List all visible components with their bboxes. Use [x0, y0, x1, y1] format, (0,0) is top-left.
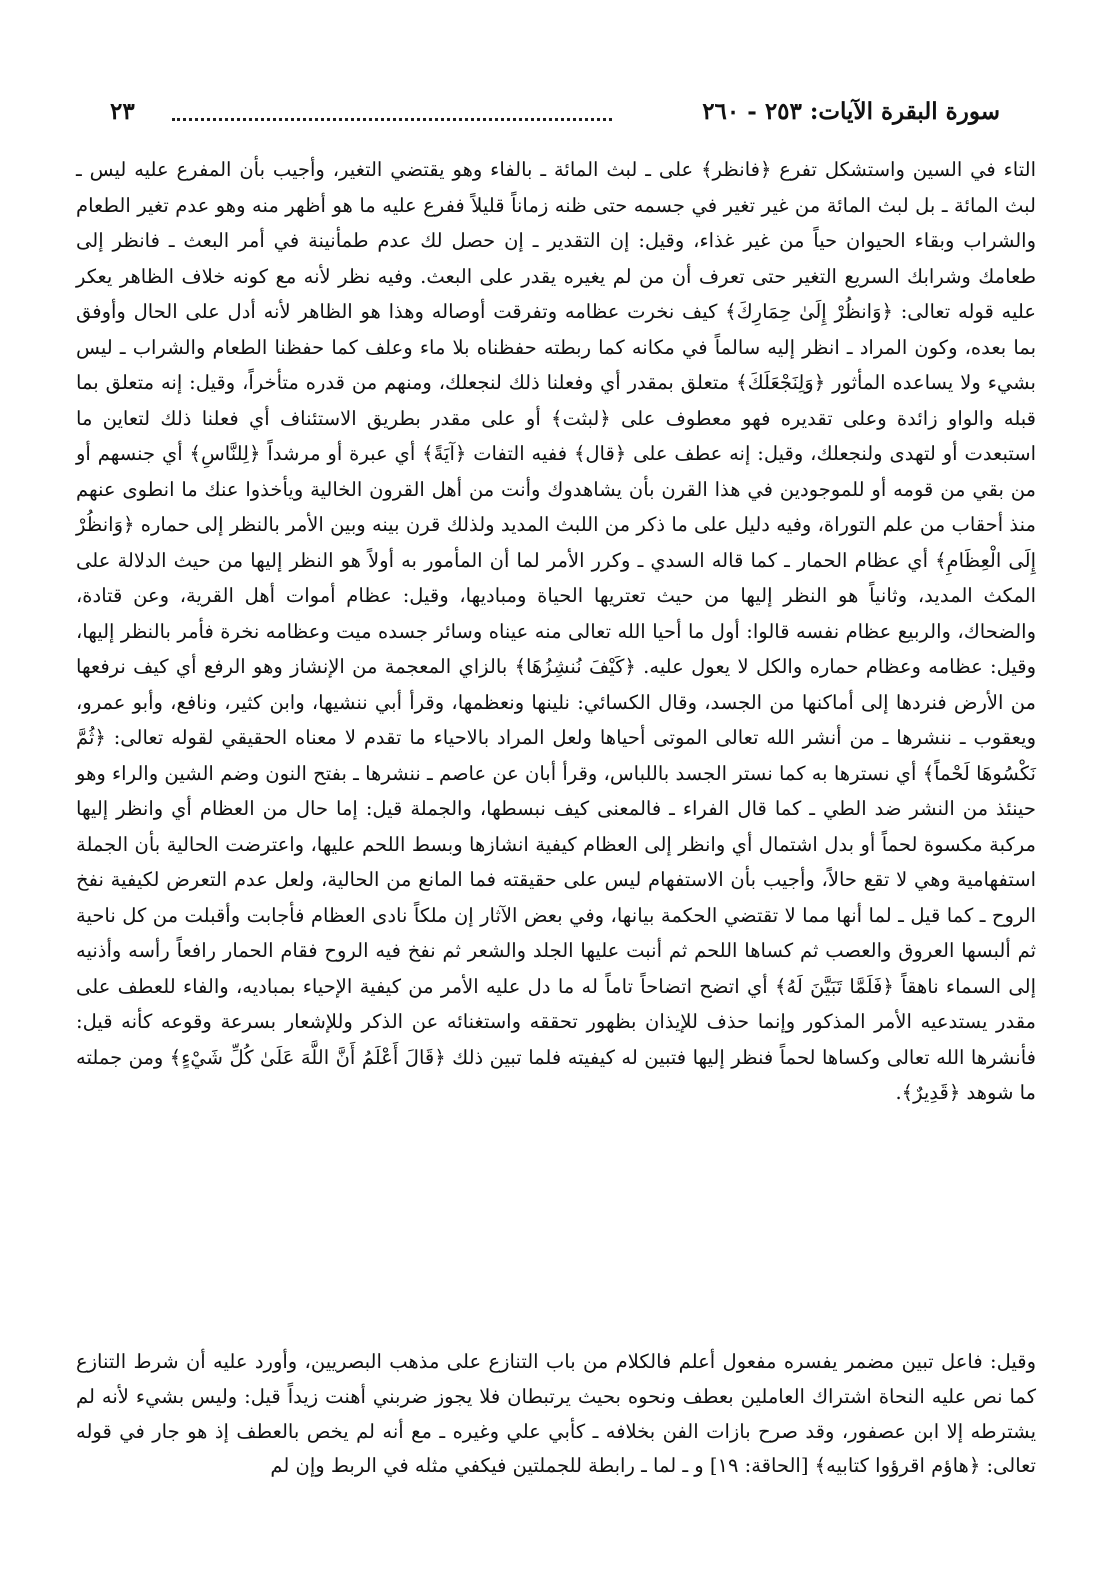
paragraph-text: التاء في السين واستشكل تفرع ﴿فانظر﴾ على ـ لبث المائة ـ بالفاء وهو يقتضي التغير، وأجيب بأن المفرع عليه ليس ـ لبث المائة ـ بل لبث المائة من غير تغير في جسمه حتى ظنه زماناً قليلاً ففرع عليه ما هو أظهر منه وهو عدم تغير الطعام والشراب وبقاء الحيوان حياً من غير غذاء، وقيل: إن التقدير ـ إن حصل لك عدم طمأنينة في أمر البعث ـ فانظر إلى طعامك وشرابك السريع التغير حتى تعرف أن من لم يغيره يقدر على البعث. وفيه نظر لأنه مع كونه خلاف الظاهر يعكر عليه قوله تعالى: ﴿وَانظُرْ إِلَىٰ حِمَارِكَ﴾ كيف نخرت عظامه وتفرقت أوصاله وهذا هو الظاهر لأنه أدل على الحال وأوفق بما بعده، وكون المراد ـ انظر إليه سالماً في مكانه كما ربطته حفظناه بلا ماء وعلف كما حفظنا الطعام والشراب ـ ليس بشيء ولا يساعده المأثور ﴿وَلِنَجْعَلَكَ﴾ متعلق بمقدر أي وفعلنا ذلك لنجعلك، ومنهم من قدره متأخراً، وقيل: إنه متعلق بما قبله والواو زائدة وعلى تقديره فهو معطوف على ﴿لبثت﴾ أو على مقدر بطريق الاستئناف أي فعلنا ذلك لتعاين ما استبعدت أو لتهدى ولنجعلك، وقيل: إنه عطف على ﴿قال﴾ ففيه التفات ﴿آيَةً﴾ أي عبرة أو مرشداً ﴿لِلنَّاسِ﴾ أي جنسهم أو من بقي من قومه أو للموجودين في هذا القرن بأن يشاهدوك وأنت من أهل القرون الخالية ويأخذوا عنك ما انطوى عنهم منذ أحقاب من علم التوراة، وفيه دليل على ما ذكر من اللبث المديد ولذلك قرن بينه وبين الأمر بالنظر إلى حماره ﴿وَانظُرْ إِلَى الْعِظَامِ﴾ أي عظام الحمار ـ كما قاله السدي ـ وكرر الأمر لما أن المأمور به أولاً هو النظر إليها من حيث الدلالة على المكث المديد، وثانياً هو النظر إليها من حيث تعتريها الحياة ومباديها، وقيل: عظام أموات أهل القرية، وعن قتادة، والضحاك، والربيع عظام نفسه قالوا: أول ما أحيا الله تعالى منه عيناه وسائر جسده ميت وعظامه نخرة فأمر بالنظر إليها، وقيل: عظامه وعظام حماره والكل لا يعول عليه. ﴿كَيْفَ نُنشِزُهَا﴾ بالزاي المعجمة من الإنشاز وهو الرفع أي كيف نرفعها من الأرض فنردها إلى أماكنها من الجسد، وقال الكسائي: نلينها ونعظمها، وقرأ أبي ننشيها، وابن كثير، ونافع، وأبو عمرو، ويعقوب ـ ننشرها ـ من أنشر الله تعالى الموتى أحياها ولعل المراد بالاحياء ما تقدم لا معناه الحقيقي لقوله تعالى: ﴿ثُمَّ نَكْسُوهَا لَحْماً﴾ أي نسترها به كما نستر الجسد باللباس، وقرأ أبان عن عاصم ـ ننشرها ـ بفتح النون وضم الشين والراء وهو حينئذ من النشر ضد الطي ـ كما قال الفراء ـ فالمعنى كيف نبسطها، والجملة قيل: إما حال من العظام أي وانظر إليها مركبة مكسوة لحماً أو بدل اشتمال أي وانظر إلى العظام كيفية انشازها وبسط اللحم عليها، واعترضت الحالية بأن الجملة استفهامية وهي لا تقع حالاً، وأجيب بأن الاستفهام ليس على حقيقته فما المانع من الحالية، ولعل عدم التعرض لكيفية نفخ الروح ـ كما قيل ـ لما أنها مما لا تقتضي الحكمة بيانها، وفي بعض الآثار إن ملكاً نادى العظام فأجابت وأقبلت من كل ناحية ثم ألبسها العروق والعصب ثم كساها اللحم ثم أنبت عليها الجلد والشعر ثم نفخ فيه الروح فقام الحمار رافعاً رأسه وأذنيه إلى السماء ناهقاً ﴿فَلَمَّا تَبَيَّنَ لَهُ﴾ أي اتضح اتضاحاً تاماً له ما دل عليه الأمر من كيفية الإحياء بمباديه، والفاء للعطف على مقدر يستدعيه الأمر المذكور وإنما حذف للإيذان بظهور تحققه واستغنائه عن الذكر وللإشعار بسرعة وقوعه كأنه قيل: فأنشرها الله تعالى وكساها لحماً فنظر إليها فتبين له كيفيته فلما تبين ذلك ﴿قَالَ أَعْلَمُ أَنَّ اللَّهَ عَلَىٰ كُلِّ شَيْءٍ﴾ ومن جملته ما شوهد ﴿قَدِيرٌ﴾. — [76, 158, 1036, 1104]
running-title: سورة البقرة الآيات: ٢٥٣ - ٢٦٠ — [702, 98, 1000, 125]
page-header — [110, 98, 1000, 138]
header-dot-leader — [172, 118, 612, 121]
second-paragraph — [76, 1345, 1036, 1484]
page-number: ٢٣ — [110, 98, 135, 125]
paragraph-text: وقيل: فاعل تبين مضمر يفسره مفعول أعلم فالكلام من باب التنازع على مذهب البصريين، وأورد عليه أن شرط التنازع كما نص عليه النحاة اشتراك العاملين بعطف ونحوه بحيث يرتبطان فلا يجوز ضربني أهنت زيداً قيل: وليس بشيء لأنه لم يشترطه إلا ابن عصفور، وقد صرح بازات الفن بخلافه ـ كأبي علي وغيره ـ مع أنه لم يخص بالعطف إذ هو جار في قوله تعالى: ﴿هاؤم اقرؤوا كتابيه﴾ [الحاقة: ١٩] و ـ لما ـ رابطة للجملتين فيكفي مثله في الربط وإن لم — [76, 1350, 1036, 1478]
main-paragraph — [76, 152, 1036, 1111]
